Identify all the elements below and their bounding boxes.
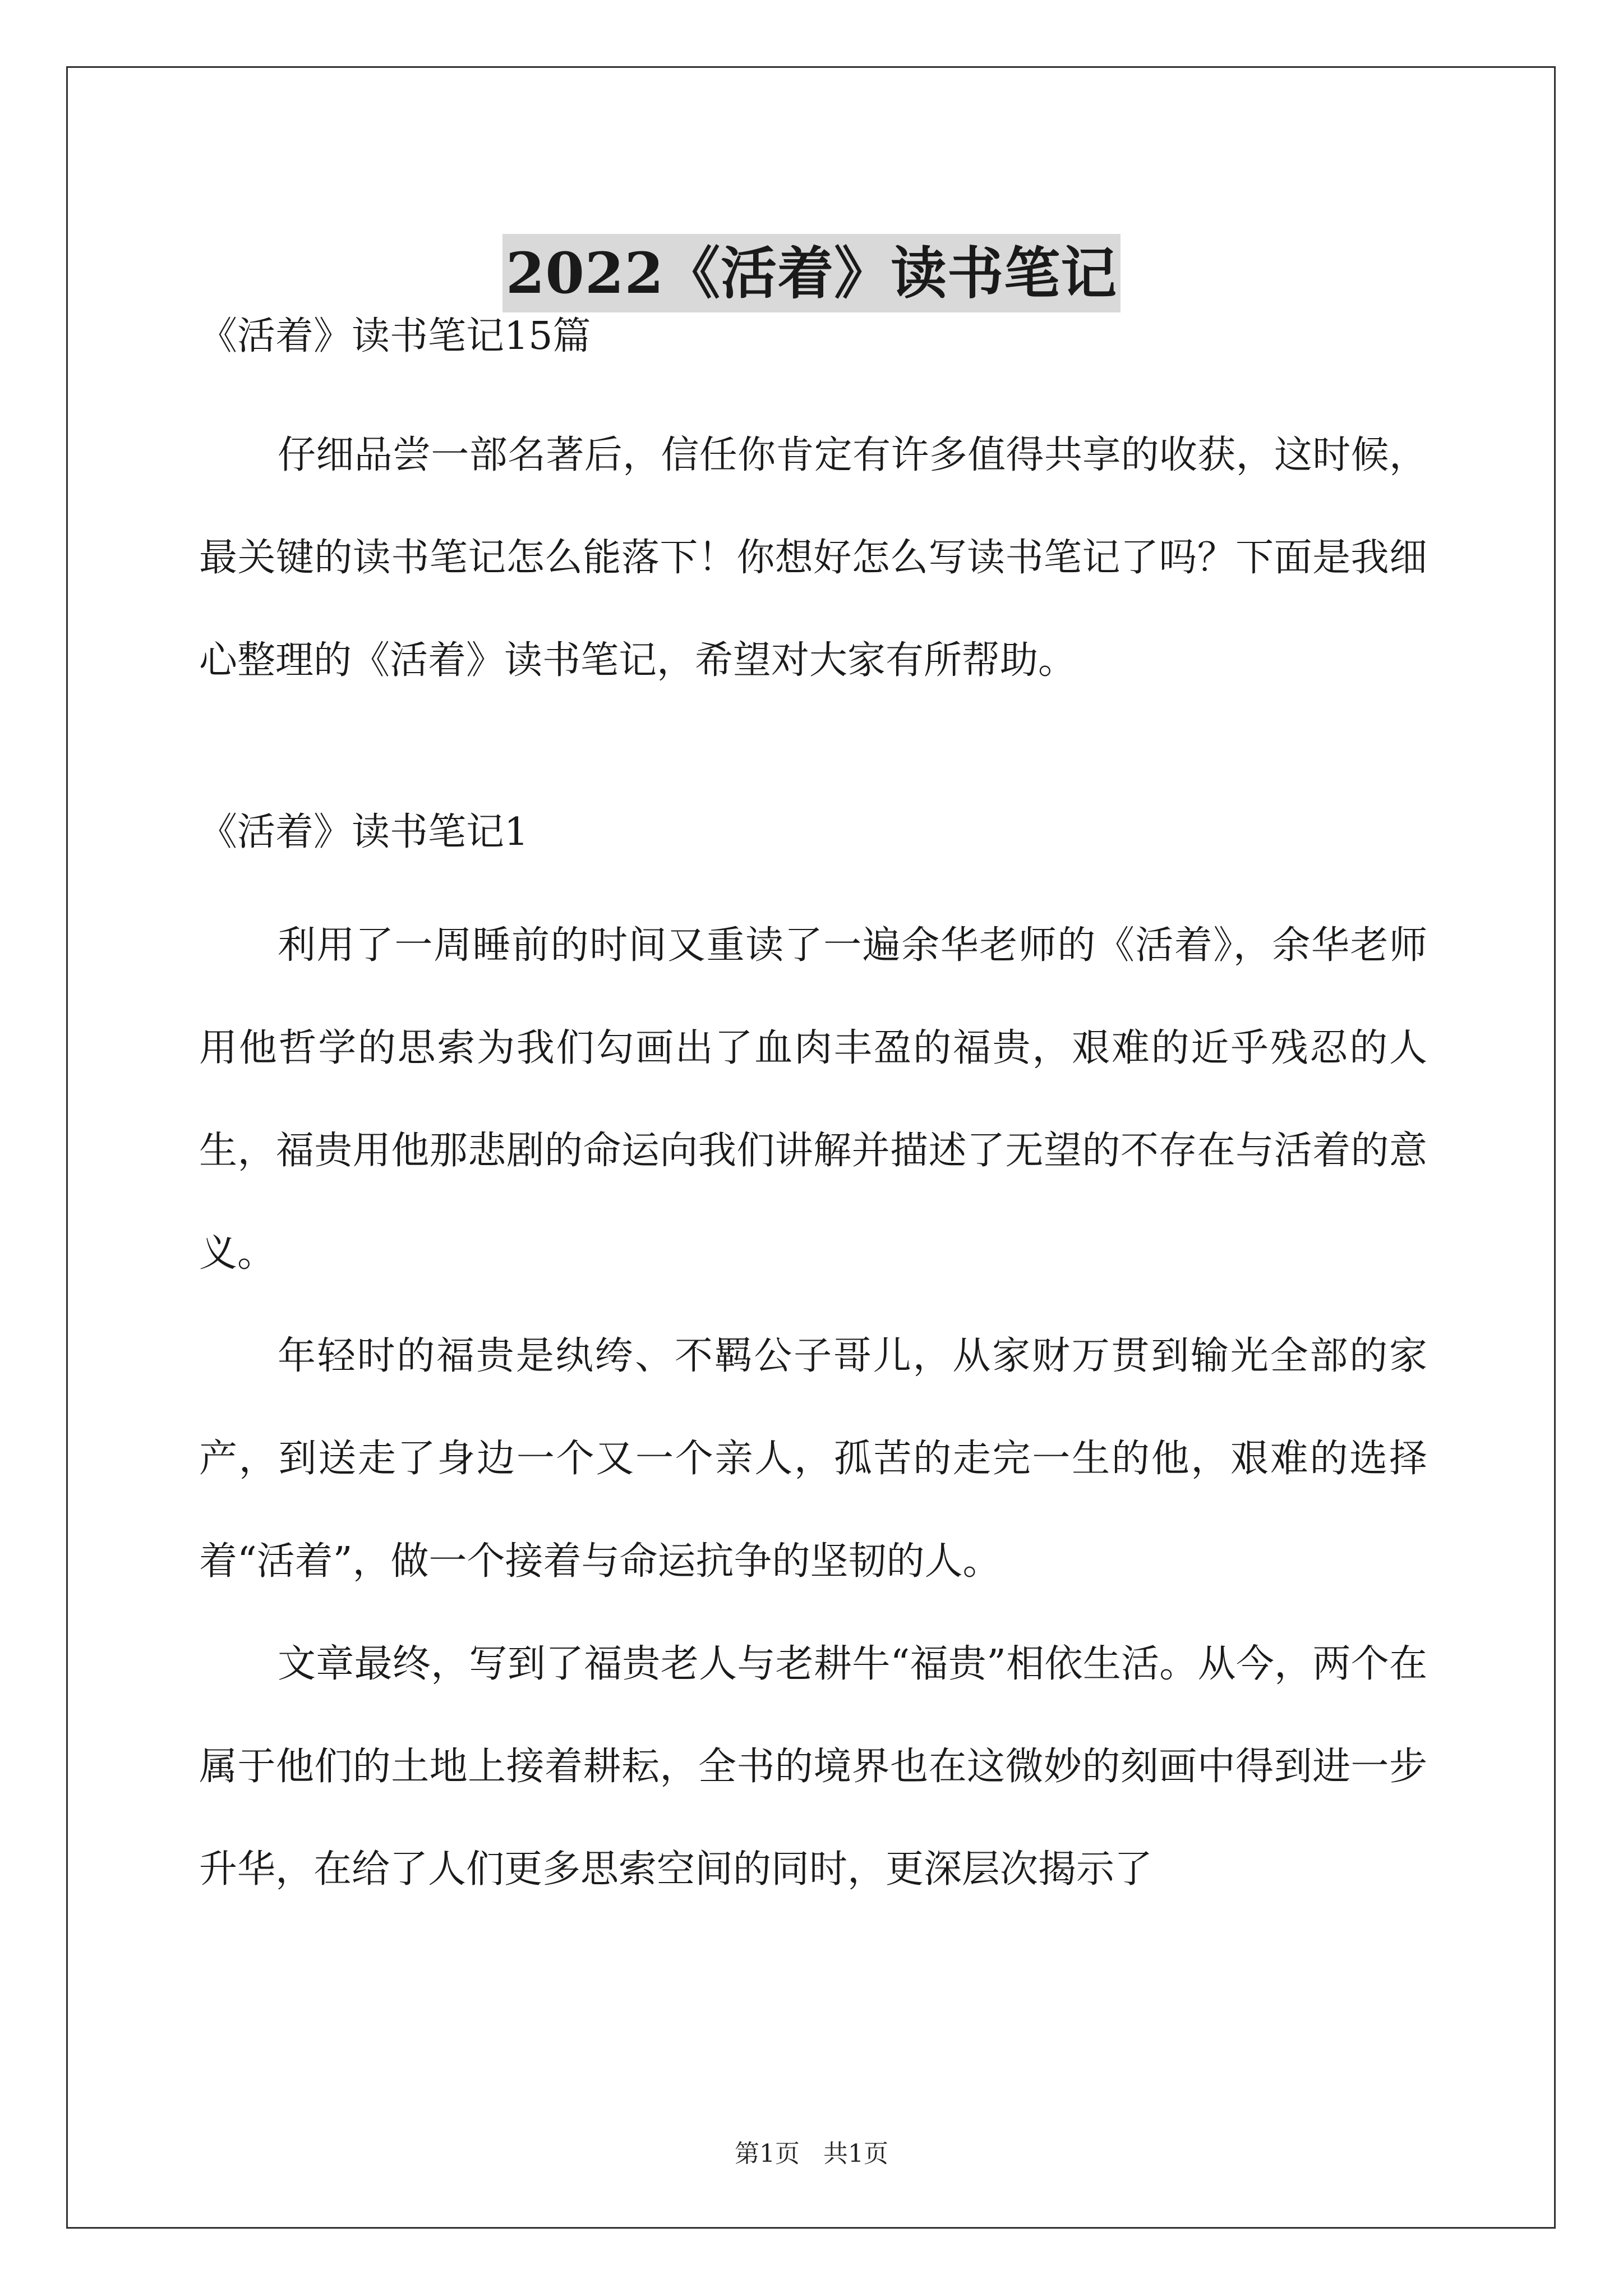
section-heading: 《活着》读书笔记1 [199, 810, 529, 854]
page-total: 共1页 [823, 2139, 888, 2168]
page-footer [0, 2137, 1623, 2171]
page-number: 第1页 [735, 2139, 800, 2168]
document-body [199, 309, 1427, 1921]
document-title: 2022《活着》读书笔记 [502, 234, 1121, 312]
body-paragraph: 年轻时的福贵是纨绔、不羁公子哥儿，从家财万贯到输光全部的家产，到送走了身边一个又一个亲人，孤苦的走完一生的他，艰难的选择着“活着”，做一个接着与命运抗争的坚韧的人。 [199, 1334, 1427, 1584]
body-paragraph: 利用了一周睡前的时间又重读了一遍余华老师的《活着》，余华老师用他哲学的思索为我们勾画出了血肉丰盈的福贵，艰难的近乎残忍的人生，福贵用他那悲剧的命运向我们讲解并描述了无望的不存在与活着的意义。 [199, 923, 1427, 1276]
document-subtitle: 《活着》读书笔记15篇 [199, 314, 591, 358]
intro-paragraph: 仔细品尝一部名著后，信任你肯定有许多值得共享的收获，这时候，最关键的读书笔记怎么能落下！你想好怎么写读书笔记了吗？下面是我细心整理的《活着》读书笔记，希望对大家有所帮助。 [199, 433, 1427, 683]
body-paragraph: 文章最终，写到了福贵老人与老耕牛“福贵”相依生活。从今，两个在属于他们的土地上接着耕耘，全书的境界也在这微妙的刻画中得到进一步升华，在给了人们更多思索空间的同时，更深层次揭示了 [199, 1642, 1427, 1892]
